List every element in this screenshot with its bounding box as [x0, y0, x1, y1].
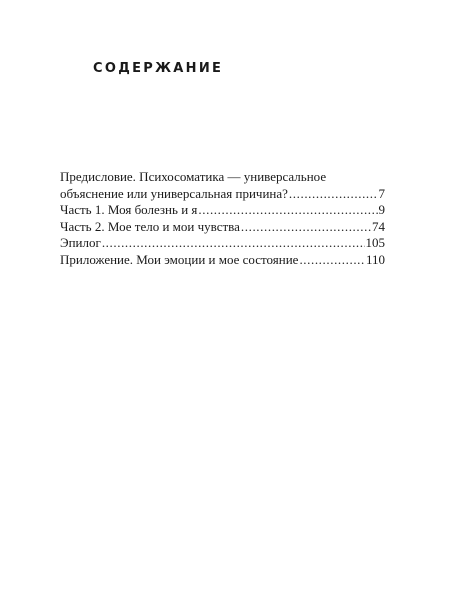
- toc-entry-page: 7: [378, 185, 385, 201]
- toc-entry-line: [60, 252, 385, 269]
- toc-entry-line: [60, 169, 385, 186]
- toc-entry-title: Предисловие. Психосоматика — универсальное: [60, 169, 327, 184]
- toc-entry-part-1[interactable]: [60, 202, 385, 219]
- toc-entry-title: объяснение или универсальная причина?: [60, 185, 288, 201]
- dot-leader: [289, 186, 378, 203]
- toc-entry-title: Приложение. Мои эмоции и мое состояние: [60, 251, 299, 267]
- toc-entry-line: [60, 202, 385, 219]
- toc-entry-preface[interactable]: [60, 169, 385, 202]
- dot-leader: [299, 252, 365, 269]
- toc-entry-title: Часть 2. Мое тело и мои чувства: [60, 218, 240, 234]
- toc-entry-page: 74: [372, 218, 385, 234]
- page-title: СОДЕРЖАНИЕ: [93, 61, 224, 76]
- toc-entry-page: 110: [365, 251, 385, 267]
- toc-entry-page: 9: [378, 202, 385, 217]
- toc-entry-epilogue[interactable]: [60, 235, 385, 252]
- toc-entry-line: [60, 235, 385, 252]
- toc-entry-line: [60, 219, 385, 236]
- toc-entry-title: Часть 1. Моя болезнь и я: [60, 202, 198, 217]
- dot-leader: [102, 235, 365, 252]
- dot-leader: [241, 219, 371, 236]
- toc-entry-part-2[interactable]: [60, 219, 385, 236]
- table-of-contents: [60, 169, 385, 268]
- dot-leader: [198, 202, 377, 219]
- toc-entry-page: 105: [365, 235, 385, 250]
- toc-entry-line: [60, 186, 385, 203]
- toc-entry-appendix[interactable]: [60, 252, 385, 269]
- toc-entry-title: Эпилог: [60, 235, 101, 250]
